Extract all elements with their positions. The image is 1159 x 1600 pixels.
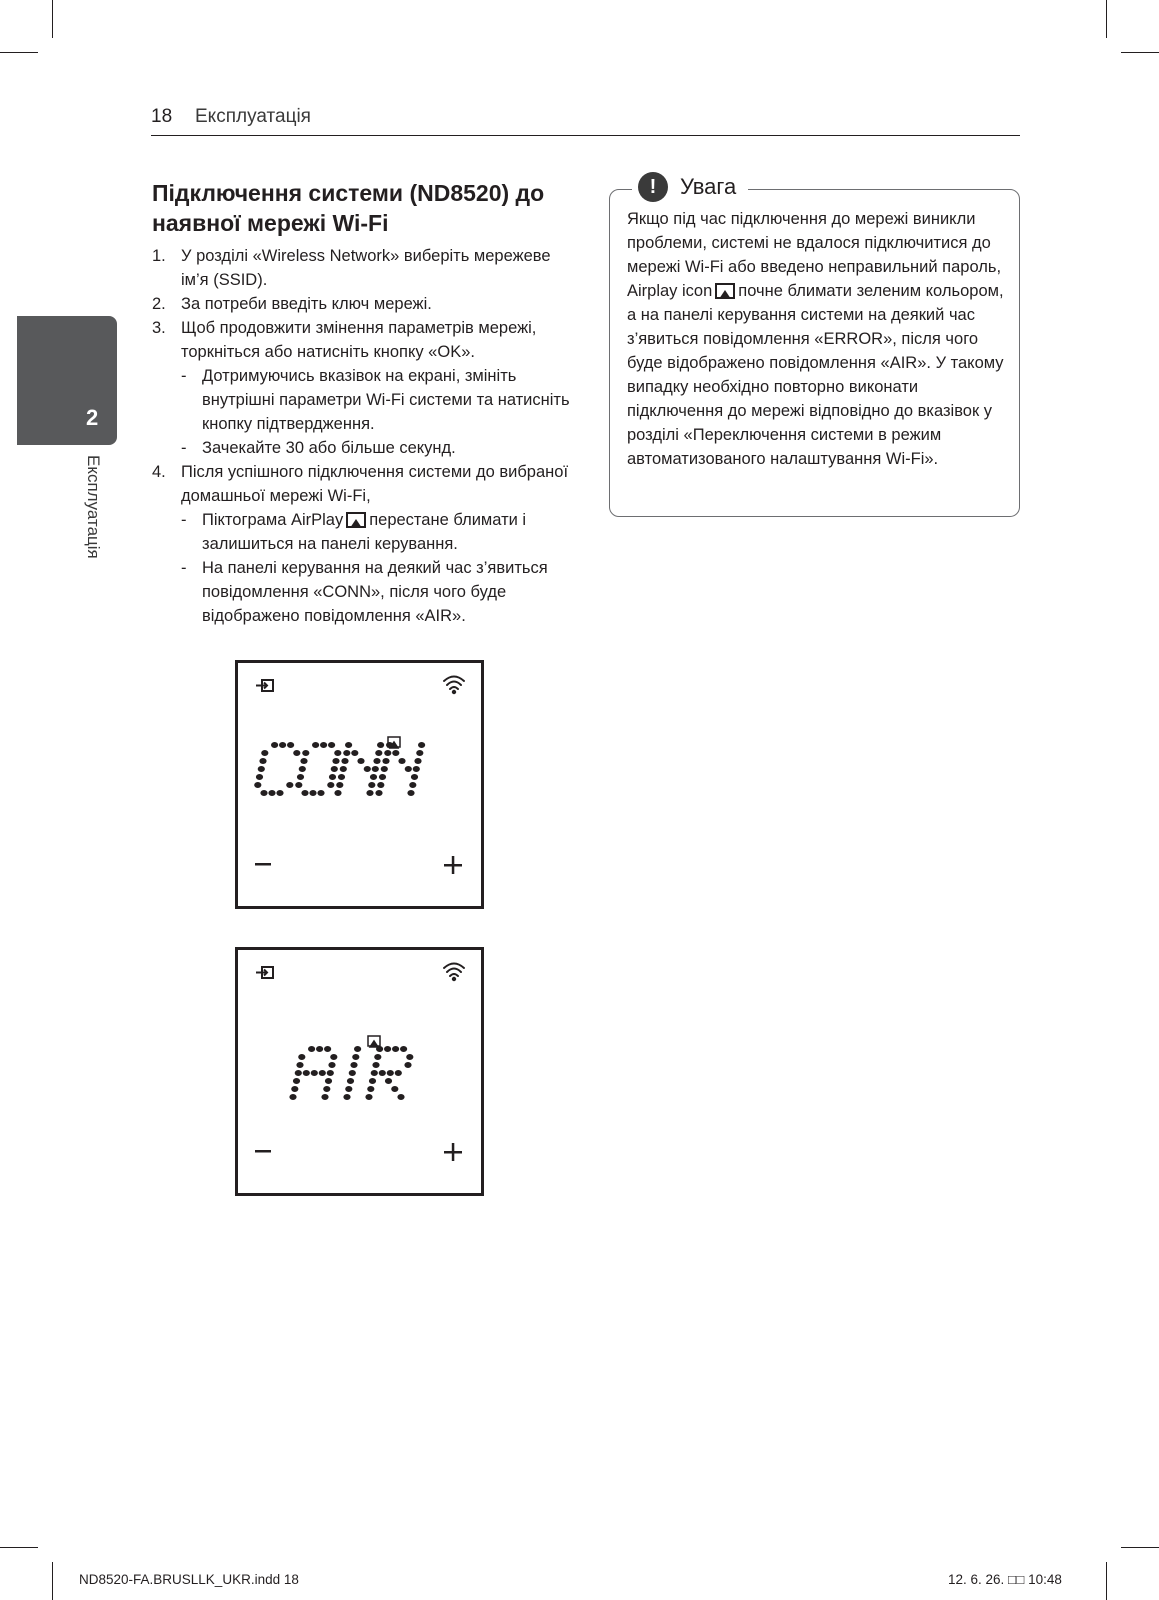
segment-dot [398, 758, 405, 764]
segment-dot [343, 750, 350, 756]
list-item: 4. Після успішного підключення системи до вибраної домашньої мережі Wi-Fi, [152, 463, 569, 505]
segment-dot [370, 774, 377, 780]
segment-dot [372, 766, 379, 772]
segment-dot [375, 750, 382, 756]
minus-icon [255, 1150, 271, 1153]
crop-mark [52, 0, 53, 38]
segment-dot [351, 750, 358, 756]
segment-dot [413, 766, 420, 772]
segment-char [375, 742, 425, 796]
segment-dot [254, 782, 261, 788]
list-item: 3. Щоб продовжити змінення параметрів мережі, торкніться або натисніть кнопку «OK». [152, 319, 537, 361]
segment-dot [384, 750, 391, 756]
segment-dot [258, 766, 265, 772]
plus-icon [444, 1143, 462, 1161]
segment-dot [371, 1070, 378, 1076]
segment-dot [308, 1046, 315, 1052]
list-item: 2. За потреби введіть ключ мережі. [152, 295, 432, 313]
segment-dot [276, 790, 283, 796]
segment-dot [295, 782, 302, 788]
segment-char [254, 742, 300, 796]
footer-file-info: ND8520-FA.BRUSLLK_UKR.indd 18 [79, 1572, 299, 1587]
segment-dot [301, 790, 308, 796]
segment-dot [287, 742, 294, 748]
instruction-list [152, 244, 572, 628]
segment-dot [321, 1094, 328, 1100]
segment-dot [347, 1078, 354, 1084]
segment-char [343, 1046, 361, 1100]
segment-dot [334, 790, 341, 796]
airplay-icon [715, 283, 735, 299]
segment-dot [397, 1094, 404, 1100]
segment-dot [367, 1086, 374, 1092]
chapter-tab [17, 316, 117, 445]
segment-dot [400, 1046, 407, 1052]
segment-dot [332, 758, 339, 764]
section-heading: Підключення системи (ND8520) до наявної мережі Wi-Fi [152, 180, 545, 236]
segment-dot [259, 758, 266, 764]
segment-dot [391, 1086, 398, 1092]
segment-dot [366, 790, 373, 796]
segment-dot [349, 1070, 356, 1076]
sub-list-item: - Піктограма AirPlay перестане блимати і залишиться на панелі керування. [181, 511, 527, 553]
segment-dot [405, 766, 412, 772]
segment-dot [286, 782, 293, 788]
segment-dot [312, 742, 319, 748]
segment-dot [311, 1070, 318, 1076]
segment-dot [327, 1070, 334, 1076]
segment-dot [373, 758, 380, 764]
crop-mark [0, 1547, 38, 1548]
segment-dot [340, 766, 347, 772]
segment-dot [364, 766, 371, 772]
header-divider [151, 135, 1020, 136]
segment-dot [379, 1070, 386, 1076]
segment-dot [323, 1086, 330, 1092]
segment-dot [329, 774, 336, 780]
segment-dot [372, 1062, 379, 1068]
segment-char [334, 742, 384, 796]
segment-dot [411, 774, 418, 780]
segment-dot [293, 1078, 300, 1084]
wifi-icon [444, 677, 464, 694]
sub-list-item: - Зачекайте 30 або більше секунд. [181, 439, 456, 457]
caution-title: Увага [680, 174, 737, 199]
crop-mark [1106, 1562, 1107, 1600]
segment-dot [324, 1046, 331, 1052]
crop-mark [1121, 52, 1159, 53]
segment-dot [407, 790, 414, 796]
segment-dot [418, 742, 425, 748]
segment-dot [352, 1054, 359, 1060]
segment-dot [345, 1086, 352, 1092]
segment-dot [368, 782, 375, 788]
segment-dot [338, 774, 345, 780]
segment-dot [384, 1046, 391, 1052]
segment-glyphs [289, 1046, 413, 1100]
segment-char [289, 1046, 337, 1100]
segment-dot [357, 758, 364, 764]
segment-dot [379, 774, 386, 780]
segment-dot [293, 750, 300, 756]
segment-dot [260, 790, 267, 796]
segment-dot [256, 774, 263, 780]
segment-dot [395, 1070, 402, 1076]
segment-dot [404, 1062, 411, 1068]
segment-dot [334, 750, 341, 756]
segment-dot [261, 750, 268, 756]
airplay-icon [346, 512, 366, 528]
segment-dot [354, 1046, 361, 1052]
chapter-label: Експлуатація [84, 455, 103, 559]
segment-dot [295, 1070, 302, 1076]
list-item: 1. У розділі «Wireless Network» виберіть мережеве ім’я (SSID). [152, 247, 551, 289]
segment-dot [386, 742, 393, 748]
segment-char [365, 1046, 413, 1100]
plus-icon [444, 856, 462, 874]
exclamation-icon: ! [638, 172, 668, 202]
segment-dot [416, 750, 423, 756]
segment-dot [385, 1078, 392, 1084]
segment-dot [406, 1054, 413, 1060]
segment-dot [376, 1046, 383, 1052]
caution-header [632, 172, 748, 202]
segment-dot [320, 742, 327, 748]
panel-graphics [238, 950, 481, 1193]
segment-dot [331, 766, 338, 772]
segment-dot [327, 782, 334, 788]
segment-dot [291, 1086, 298, 1092]
front-panel-display-conn [235, 660, 484, 909]
segment-dot [325, 1078, 332, 1084]
segment-dot [336, 782, 343, 788]
segment-char [295, 742, 341, 796]
segment-dot [289, 1094, 296, 1100]
segment-dot [369, 1078, 376, 1084]
segment-dot [298, 1054, 305, 1060]
footer-timestamp: 12. 6. 26. □□ 10:48 [948, 1572, 1062, 1587]
segment-dot [316, 1046, 323, 1052]
segment-dot [297, 774, 304, 780]
section-title: Експлуатація [195, 106, 311, 127]
segment-dot [328, 742, 335, 748]
crop-mark [0, 52, 38, 53]
crop-mark [1121, 1547, 1159, 1548]
segment-dot [387, 1070, 394, 1076]
segment-dot [343, 1094, 350, 1100]
caution-text: Якщо під час підключення до мережі виникли проблеми, системі не вдалося підключитися до мережі Wi-Fi або введено неправильний пароль, Airplay icon почне блимати зеленим кольором, а на панелі керування системи на деякий час з’явиться повідомлення «ERROR», після чого буде відображено повідомлення «AIR». У такому випадку необхідно повторно виконати підключення до мережі відповідно до вказівок у розділі «Переключення системи в режим автоматизованого налаштування Wi-Fi». [627, 210, 1004, 468]
segment-dot [303, 1070, 310, 1076]
panel-graphics [238, 663, 481, 906]
segment-dot [377, 782, 384, 788]
page-number: 18 [151, 106, 173, 127]
wifi-icon [444, 964, 464, 981]
segment-dot [309, 790, 316, 796]
segment-dot [302, 750, 309, 756]
segment-dot [279, 742, 286, 748]
segment-dot [341, 758, 348, 764]
segment-dot [377, 742, 384, 748]
segment-dot [300, 758, 307, 764]
segment-dot [381, 766, 388, 772]
segment-dot [345, 742, 352, 748]
crop-mark [1106, 0, 1107, 38]
segment-dot [375, 790, 382, 796]
segment-dot [374, 1054, 381, 1060]
segment-dot [414, 758, 421, 764]
segment-dot [350, 1062, 357, 1068]
segment-dot [299, 766, 306, 772]
airplay-icon [368, 1036, 380, 1047]
segment-dot [392, 1046, 399, 1052]
input-icon [256, 680, 273, 691]
segment-dot [296, 1062, 303, 1068]
front-panel-display-air [235, 947, 484, 1196]
segment-dot [328, 1062, 335, 1068]
sub-list-item: - Дотримуючись вказівок на екрані, змініть внутрішні параметри Wi-Fi системи та натисніть кнопку підтвердження. [181, 367, 570, 433]
segment-dot [319, 1070, 326, 1076]
segment-dot [271, 742, 278, 748]
crop-mark [52, 1562, 53, 1600]
segment-dot [317, 790, 324, 796]
segment-dot [330, 1054, 337, 1060]
segment-dot [365, 1094, 372, 1100]
minus-icon [255, 863, 271, 866]
chapter-number: 2 [86, 405, 99, 430]
segment-glyphs [254, 742, 425, 796]
segment-dot [382, 758, 389, 764]
segment-dot [268, 790, 275, 796]
input-icon [256, 967, 273, 978]
sub-list-item: - На панелі керування на деякий час з’явиться повідомлення «CONN», після чого буде відображено повідомлення «AIR». [181, 559, 548, 625]
segment-dot [392, 750, 399, 756]
segment-dot [409, 782, 416, 788]
